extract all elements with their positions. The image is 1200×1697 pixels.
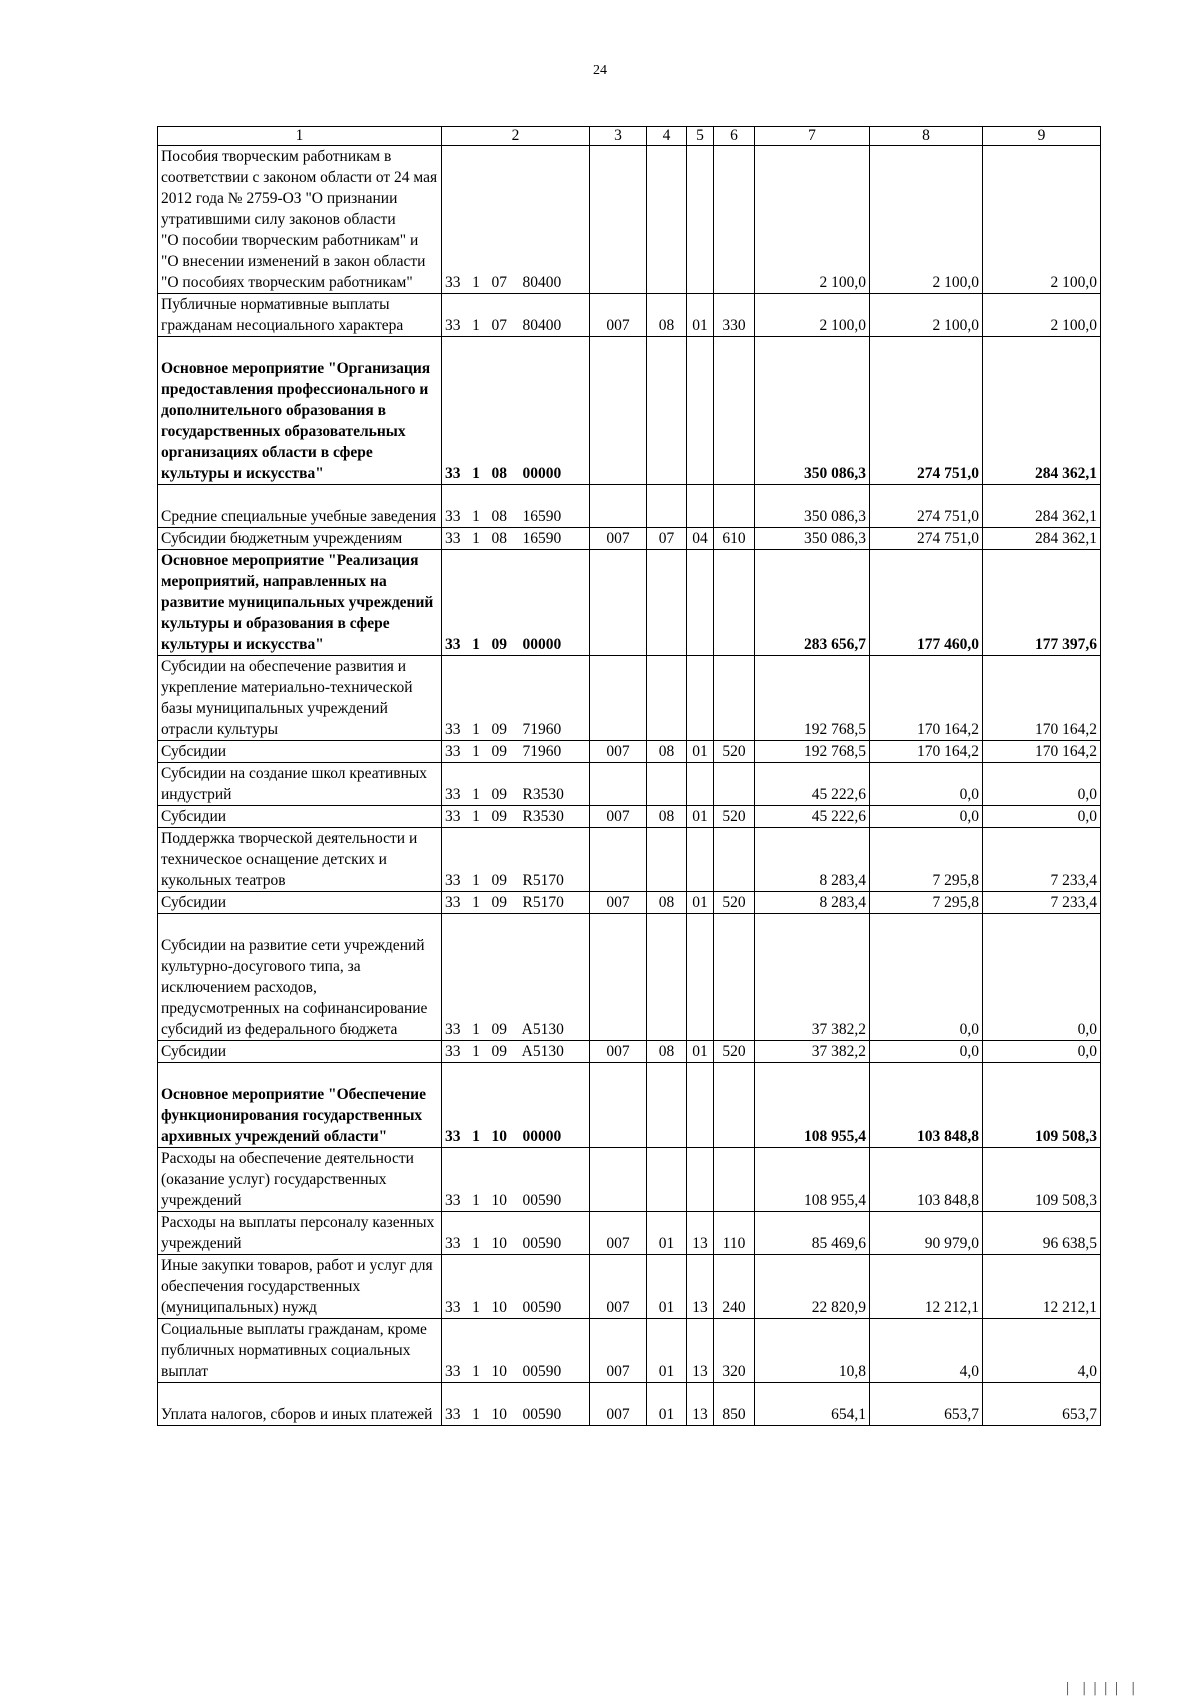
- col5-cell: [687, 337, 714, 485]
- classification-code-cell: 33 1 09 R3530: [442, 806, 590, 828]
- classification-code-cell: 33 1 08 16590: [442, 485, 590, 528]
- amount-col7-cell: 108 955,4: [755, 1063, 870, 1148]
- row-name-cell: Поддержка творческой деятельности и техническое оснащение детских и кукольных театров: [158, 828, 442, 892]
- col6-cell: 520: [714, 1041, 755, 1063]
- amount-col8-cell: 170 164,2: [870, 741, 983, 763]
- classification-code-cell: 33 1 07 80400: [442, 146, 590, 294]
- row-name-cell: Расходы на выплаты персоналу казенных учреждений: [158, 1212, 442, 1255]
- col4-cell: [647, 763, 687, 806]
- col6-cell: [714, 485, 755, 528]
- header-cell: 3: [590, 127, 647, 146]
- amount-col9-cell: 109 508,3: [983, 1148, 1101, 1212]
- amount-col9-cell: 284 362,1: [983, 528, 1101, 550]
- col5-cell: [687, 914, 714, 1041]
- header-cell: 5: [687, 127, 714, 146]
- col5-cell: [687, 550, 714, 656]
- table-header-row: [158, 127, 1101, 146]
- col3-cell: 007: [590, 294, 647, 337]
- amount-col8-cell: 0,0: [870, 914, 983, 1041]
- classification-code-cell: 33 1 09 A5130: [442, 1041, 590, 1063]
- col5-cell: [687, 763, 714, 806]
- amount-col9-cell: 653,7: [983, 1383, 1101, 1426]
- col3-cell: [590, 550, 647, 656]
- col5-cell: [687, 1148, 714, 1212]
- amount-col7-cell: 192 768,5: [755, 656, 870, 741]
- header-cell: 8: [870, 127, 983, 146]
- row-name-cell: Основное мероприятие "Реализация мероприятий, направленных на развитие муниципальных учреждений культуры и образования в сфере культуры и искусства": [158, 550, 442, 656]
- col5-cell: 13: [687, 1383, 714, 1426]
- classification-code-cell: 33 1 09 71960: [442, 741, 590, 763]
- amount-col7-cell: 654,1: [755, 1383, 870, 1426]
- amount-col7-cell: 45 222,6: [755, 763, 870, 806]
- amount-col9-cell: 7 233,4: [983, 892, 1101, 914]
- col4-cell: [647, 337, 687, 485]
- classification-code-cell: 33 1 09 R3530: [442, 763, 590, 806]
- classification-code-cell: 33 1 09 00000: [442, 550, 590, 656]
- page-number: 24: [593, 63, 607, 78]
- row-name-cell: Субсидии на обеспечение развития и укрепление материально-технической базы муниципальных учреждений отрасли культуры: [158, 656, 442, 741]
- amount-col7-cell: 8 283,4: [755, 828, 870, 892]
- amount-col7-cell: 2 100,0: [755, 294, 870, 337]
- amount-col8-cell: 177 460,0: [870, 550, 983, 656]
- col3-cell: [590, 485, 647, 528]
- classification-code-cell: 33 1 09 R5170: [442, 892, 590, 914]
- table-row: [158, 528, 1101, 550]
- col3-cell: 007: [590, 1041, 647, 1063]
- table-row: [158, 892, 1101, 914]
- table-row: [158, 1255, 1101, 1319]
- col4-cell: 01: [647, 1383, 687, 1426]
- col4-cell: [647, 828, 687, 892]
- col6-cell: [714, 337, 755, 485]
- col4-cell: [647, 146, 687, 294]
- col5-cell: [687, 1063, 714, 1148]
- amount-col8-cell: 12 212,1: [870, 1255, 983, 1319]
- classification-code-cell: 33 1 08 00000: [442, 337, 590, 485]
- classification-code-cell: 33 1 09 R5170: [442, 828, 590, 892]
- amount-col9-cell: 109 508,3: [983, 1063, 1101, 1148]
- col4-cell: [647, 656, 687, 741]
- row-name-cell: Субсидии на создание школ креативных индустрий: [158, 763, 442, 806]
- row-name-cell: Публичные нормативные выплаты гражданам несоциального характера: [158, 294, 442, 337]
- col3-cell: [590, 763, 647, 806]
- amount-col8-cell: 170 164,2: [870, 656, 983, 741]
- col5-cell: 01: [687, 892, 714, 914]
- amount-col7-cell: 108 955,4: [755, 1148, 870, 1212]
- col3-cell: [590, 1148, 647, 1212]
- table-row: [158, 656, 1101, 741]
- amount-col8-cell: 103 848,8: [870, 1063, 983, 1148]
- col4-cell: [647, 485, 687, 528]
- row-name-cell: Расходы на обеспечение деятельности (оказание услуг) государственных учреждений: [158, 1148, 442, 1212]
- table-body: [158, 127, 1101, 1426]
- amount-col8-cell: 0,0: [870, 763, 983, 806]
- row-name-cell: Субсидии: [158, 741, 442, 763]
- col5-cell: 01: [687, 741, 714, 763]
- col6-cell: [714, 914, 755, 1041]
- amount-col9-cell: 96 638,5: [983, 1212, 1101, 1255]
- row-name-cell: Основное мероприятие "Обеспечение функционирования государственных архивных учреждений области": [158, 1063, 442, 1148]
- table-row: [158, 146, 1101, 294]
- amount-col8-cell: 274 751,0: [870, 337, 983, 485]
- col5-cell: [687, 485, 714, 528]
- amount-col7-cell: 37 382,2: [755, 1041, 870, 1063]
- amount-col7-cell: 22 820,9: [755, 1255, 870, 1319]
- col4-cell: 01: [647, 1255, 687, 1319]
- header-cell: 6: [714, 127, 755, 146]
- header-cell: 2: [442, 127, 590, 146]
- col3-cell: 007: [590, 1255, 647, 1319]
- col3-cell: 007: [590, 806, 647, 828]
- table-row: [158, 1383, 1101, 1426]
- col6-cell: 520: [714, 741, 755, 763]
- col4-cell: 08: [647, 741, 687, 763]
- classification-code-cell: 33 1 10 00590: [442, 1383, 590, 1426]
- amount-col9-cell: 0,0: [983, 1041, 1101, 1063]
- classification-code-cell: 33 1 07 80400: [442, 294, 590, 337]
- header-cell: 9: [983, 127, 1101, 146]
- col4-cell: 07: [647, 528, 687, 550]
- table-row: [158, 550, 1101, 656]
- row-name-cell: Субсидии: [158, 1041, 442, 1063]
- col3-cell: [590, 828, 647, 892]
- amount-col9-cell: 12 212,1: [983, 1255, 1101, 1319]
- col3-cell: [590, 146, 647, 294]
- col5-cell: [687, 656, 714, 741]
- row-name-cell: Средние специальные учебные заведения: [158, 485, 442, 528]
- col6-cell: [714, 1148, 755, 1212]
- col6-cell: 520: [714, 892, 755, 914]
- col6-cell: 610: [714, 528, 755, 550]
- col5-cell: [687, 828, 714, 892]
- table-row: [158, 1041, 1101, 1063]
- col5-cell: 01: [687, 294, 714, 337]
- scan-edge-marks: │ ││││ │: [1063, 1683, 1140, 1695]
- amount-col7-cell: 37 382,2: [755, 914, 870, 1041]
- col3-cell: [590, 914, 647, 1041]
- classification-code-cell: 33 1 08 16590: [442, 528, 590, 550]
- col4-cell: [647, 1148, 687, 1212]
- col3-cell: [590, 1063, 647, 1148]
- amount-col7-cell: 283 656,7: [755, 550, 870, 656]
- col4-cell: 08: [647, 892, 687, 914]
- amount-col7-cell: 350 086,3: [755, 485, 870, 528]
- amount-col8-cell: 274 751,0: [870, 528, 983, 550]
- table-row: [158, 741, 1101, 763]
- col6-cell: [714, 550, 755, 656]
- row-name-cell: Иные закупки товаров, работ и услуг для обеспечения государственных (муниципальных) нужд: [158, 1255, 442, 1319]
- col5-cell: 13: [687, 1212, 714, 1255]
- table-row: [158, 1148, 1101, 1212]
- table-row: [158, 806, 1101, 828]
- col4-cell: [647, 914, 687, 1041]
- col3-cell: 007: [590, 1212, 647, 1255]
- classification-code-cell: 33 1 10 00590: [442, 1148, 590, 1212]
- amount-col7-cell: 10,8: [755, 1319, 870, 1383]
- header-cell: 4: [647, 127, 687, 146]
- amount-col8-cell: 7 295,8: [870, 892, 983, 914]
- amount-col8-cell: 274 751,0: [870, 485, 983, 528]
- table-row: [158, 763, 1101, 806]
- amount-col7-cell: 350 086,3: [755, 337, 870, 485]
- amount-col9-cell: 170 164,2: [983, 741, 1101, 763]
- classification-code-cell: 33 1 10 00590: [442, 1212, 590, 1255]
- table-row: [158, 1212, 1101, 1255]
- header-cell: 7: [755, 127, 870, 146]
- amount-col7-cell: 85 469,6: [755, 1212, 870, 1255]
- table-row: [158, 914, 1101, 1041]
- col5-cell: 01: [687, 1041, 714, 1063]
- col5-cell: 13: [687, 1255, 714, 1319]
- amount-col8-cell: 7 295,8: [870, 828, 983, 892]
- table-row: [158, 337, 1101, 485]
- amount-col7-cell: 2 100,0: [755, 146, 870, 294]
- amount-col9-cell: 170 164,2: [983, 656, 1101, 741]
- row-name-cell: Субсидии: [158, 806, 442, 828]
- col6-cell: 520: [714, 806, 755, 828]
- col4-cell: [647, 1063, 687, 1148]
- row-name-cell: Субсидии бюджетным учреждениям: [158, 528, 442, 550]
- amount-col9-cell: 284 362,1: [983, 485, 1101, 528]
- col6-cell: 850: [714, 1383, 755, 1426]
- amount-col9-cell: 0,0: [983, 763, 1101, 806]
- col6-cell: [714, 763, 755, 806]
- amount-col7-cell: 45 222,6: [755, 806, 870, 828]
- classification-code-cell: 33 1 10 00000: [442, 1063, 590, 1148]
- col3-cell: 007: [590, 1319, 647, 1383]
- col6-cell: 110: [714, 1212, 755, 1255]
- col4-cell: 01: [647, 1319, 687, 1383]
- col5-cell: 13: [687, 1319, 714, 1383]
- col4-cell: 08: [647, 294, 687, 337]
- col6-cell: [714, 1063, 755, 1148]
- row-name-cell: Основное мероприятие "Организация предоставления профессионального и дополнительного образования в государственных образовательных организациях области в сфере культуры и искусства": [158, 337, 442, 485]
- classification-code-cell: 33 1 09 71960: [442, 656, 590, 741]
- amount-col9-cell: 7 233,4: [983, 828, 1101, 892]
- classification-code-cell: 33 1 10 00590: [442, 1255, 590, 1319]
- amount-col8-cell: 4,0: [870, 1319, 983, 1383]
- amount-col8-cell: 2 100,0: [870, 294, 983, 337]
- col3-cell: 007: [590, 528, 647, 550]
- col4-cell: [647, 550, 687, 656]
- budget-table: [157, 126, 1101, 1426]
- col6-cell: [714, 828, 755, 892]
- table-row: [158, 1063, 1101, 1148]
- amount-col9-cell: 177 397,6: [983, 550, 1101, 656]
- row-name-cell: Субсидии: [158, 892, 442, 914]
- col6-cell: [714, 146, 755, 294]
- col3-cell: [590, 337, 647, 485]
- col6-cell: 240: [714, 1255, 755, 1319]
- amount-col8-cell: 2 100,0: [870, 146, 983, 294]
- table-row: [158, 485, 1101, 528]
- col3-cell: 007: [590, 741, 647, 763]
- amount-col9-cell: 0,0: [983, 806, 1101, 828]
- col3-cell: [590, 656, 647, 741]
- amount-col9-cell: 2 100,0: [983, 294, 1101, 337]
- amount-col7-cell: 192 768,5: [755, 741, 870, 763]
- amount-col9-cell: 0,0: [983, 914, 1101, 1041]
- amount-col8-cell: 0,0: [870, 806, 983, 828]
- row-name-cell: Уплата налогов, сборов и иных платежей: [158, 1383, 442, 1426]
- amount-col8-cell: 90 979,0: [870, 1212, 983, 1255]
- header-cell: 1: [158, 127, 442, 146]
- row-name-cell: Социальные выплаты гражданам, кроме публичных нормативных социальных выплат: [158, 1319, 442, 1383]
- col5-cell: 04: [687, 528, 714, 550]
- amount-col7-cell: 8 283,4: [755, 892, 870, 914]
- col3-cell: 007: [590, 1383, 647, 1426]
- classification-code-cell: 33 1 10 00590: [442, 1319, 590, 1383]
- col4-cell: 08: [647, 806, 687, 828]
- amount-col8-cell: 653,7: [870, 1383, 983, 1426]
- col4-cell: 08: [647, 1041, 687, 1063]
- table-row: [158, 828, 1101, 892]
- row-name-cell: Пособия творческим работникам в соответствии с законом области от 24 мая 2012 года № 2759-ОЗ "О признании утратившими силу законов области "О пособии творческим работникам" и "О внесении изменений в закон области "О пособиях творческим работникам": [158, 146, 442, 294]
- amount-col9-cell: 4,0: [983, 1319, 1101, 1383]
- amount-col8-cell: 103 848,8: [870, 1148, 983, 1212]
- amount-col9-cell: 284 362,1: [983, 337, 1101, 485]
- col3-cell: 007: [590, 892, 647, 914]
- row-name-cell: Субсидии на развитие сети учреждений культурно-досугового типа, за исключением расходов, предусмотренных на софинансирование субсидий из федерального бюджета: [158, 914, 442, 1041]
- table-row: [158, 1319, 1101, 1383]
- classification-code-cell: 33 1 09 A5130: [442, 914, 590, 1041]
- col6-cell: 330: [714, 294, 755, 337]
- table-row: [158, 294, 1101, 337]
- amount-col9-cell: 2 100,0: [983, 146, 1101, 294]
- col4-cell: 01: [647, 1212, 687, 1255]
- col6-cell: [714, 656, 755, 741]
- amount-col8-cell: 0,0: [870, 1041, 983, 1063]
- amount-col7-cell: 350 086,3: [755, 528, 870, 550]
- col6-cell: 320: [714, 1319, 755, 1383]
- col5-cell: [687, 146, 714, 294]
- col5-cell: 01: [687, 806, 714, 828]
